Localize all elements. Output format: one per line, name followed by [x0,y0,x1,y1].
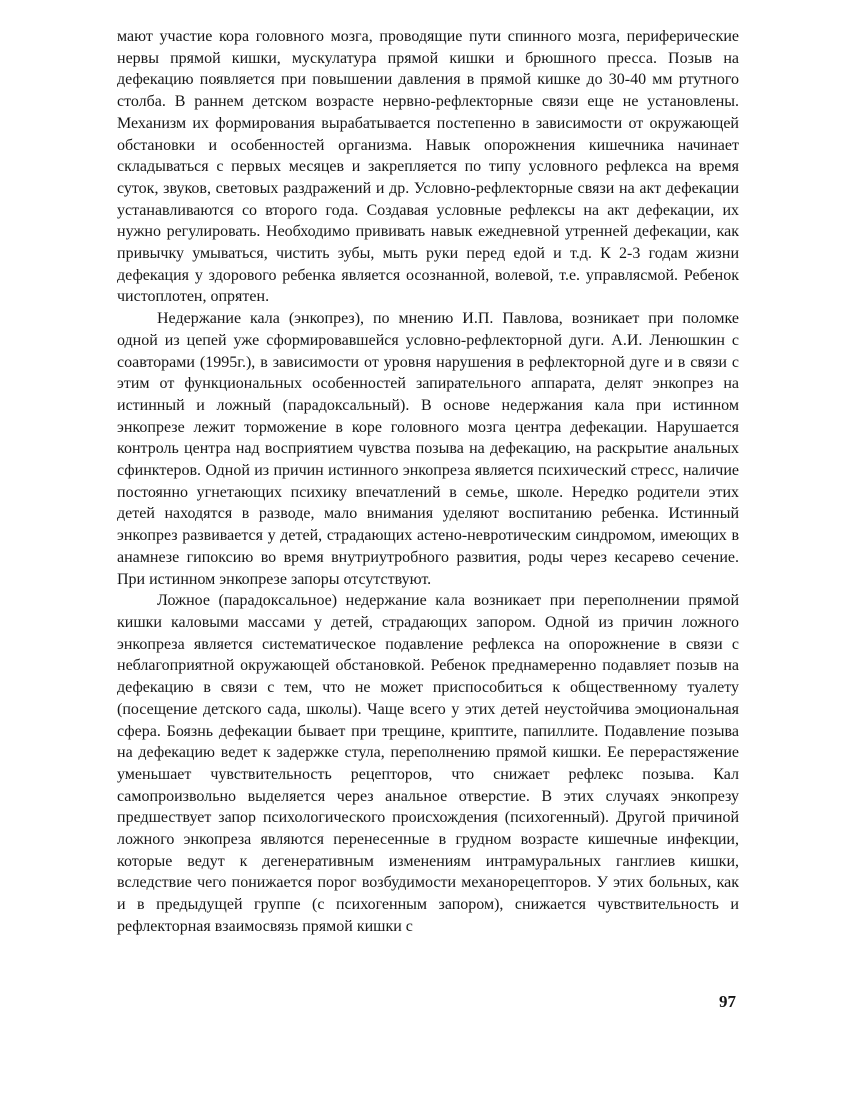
paragraph-1: мают участие кора головного мозга, проводящие пути спинного мозга, периферические нервы прямой кишки, мускулатура прямой кишки и брюшного пресса. Позыв на дефекацию появляется при повышении давления в прямой кишке до 30-40 мм ртутного столба. В раннем детском возрасте нервно-рефлекторные связи еще не установлены. Механизм их формирования вырабатывается постепенно в зависимости от окружающей обстановки и особенностей организма. Навык опорожнения кишечника начинает складываться с первых месяцев и закрепляется по типу условного рефлекса на время суток, звуков, световых раздражений и др. Условно-рефлекторные связи на акт дефекации устанавливаются со второго года. Создавая условные рефлексы на акт дефекации, их нужно регулировать. Необходимо прививать навык ежедневной утренней дефекации, как привычку умываться, чистить зубы, мыть руки перед едой и т.д. К 2-3 годам жизни дефекация у здорового ребенка является осознанной, волевой, т.е. управлясмой. Ребенок чистоплотен, опрятен. [117,28,739,306]
paragraph-2: Недержание кала (энкопрез), по мнению И.П. Павлова, возникает при поломке одной из цепей уже сформировавшейся условно-рефлекторной дуги. А.И. Ленюшкин с соавторами (1995г.), в зависимости от уровня нарушения в рефлекторной дуге и в связи с этим от функциональных особенностей запирательного аппарата, делят энкопрез на истинный и ложный (парадоксальный). В основе недержания кала при истинном энкопрезе лежит торможение в коре головного мозга центра дефекации. Нарушается контроль центра над восприятием чувства позыва на дефекацию, на раскрытие анальных сфинктеров. Одной из причин истинного энкопреза является психический стресс, наличие постоянно угнетающих психику впечатлений в семье, школе. Нередко родители этих детей находятся в разводе, мало внимания уделяют воспитанию ребенка. Истинный энкопрез развивается у детей, страдающих астено-невротическим синдромом, имеющих в анамнезе гипоксию во время внутриутробного развития, роды через кесарево сечение. При истинном энкопрезе запоры отсутствуют. [117,310,739,588]
page-body [117,26,739,938]
page-number: 97 [719,992,736,1011]
paragraph-3: Ложное (парадоксальное) недержание кала возникает при переполнении прямой кишки каловыми массами у детей, страдающих запором. Одной из причин ложного энкопреза является систематическое подавление рефлекса на опорожнение в связи с неблагоприятной окружающей обстановкой. Ребенок преднамеренно подавляет позыв на дефекацию в связи с тем, что не может приспособиться к общественному туалету (посещение детского сада, школы). Чаще всего у этих детей неустойчива эмоциональная сфера. Боязнь дефекации бывает при трещине, криптите, папиллите. Подавление позыва на дефекацию ведет к задержке стула, переполнению прямой кишки. Ее перерастяжение уменьшает чувствительность рецепторов, что снижает рефлекс позыва. Кал самопроизвольно выделяется через анальное отверстие. В этих случаях энкопрезу предшествует запор психологического происхождения (психогенный). Другой причиной ложного энкопреза являются перенесенные в грудном возрасте кишечные инфекции, которые ведут к дегенеративным изменениям интрамуральных ганглиев кишки, вследствие чего понижается порог возбудимости механорецепторов. У этих больных, как и в предыдущей группе (с психогенным запором), снижается чувствительность и рефлекторная взаимосвязь прямой кишки с [117,592,739,935]
